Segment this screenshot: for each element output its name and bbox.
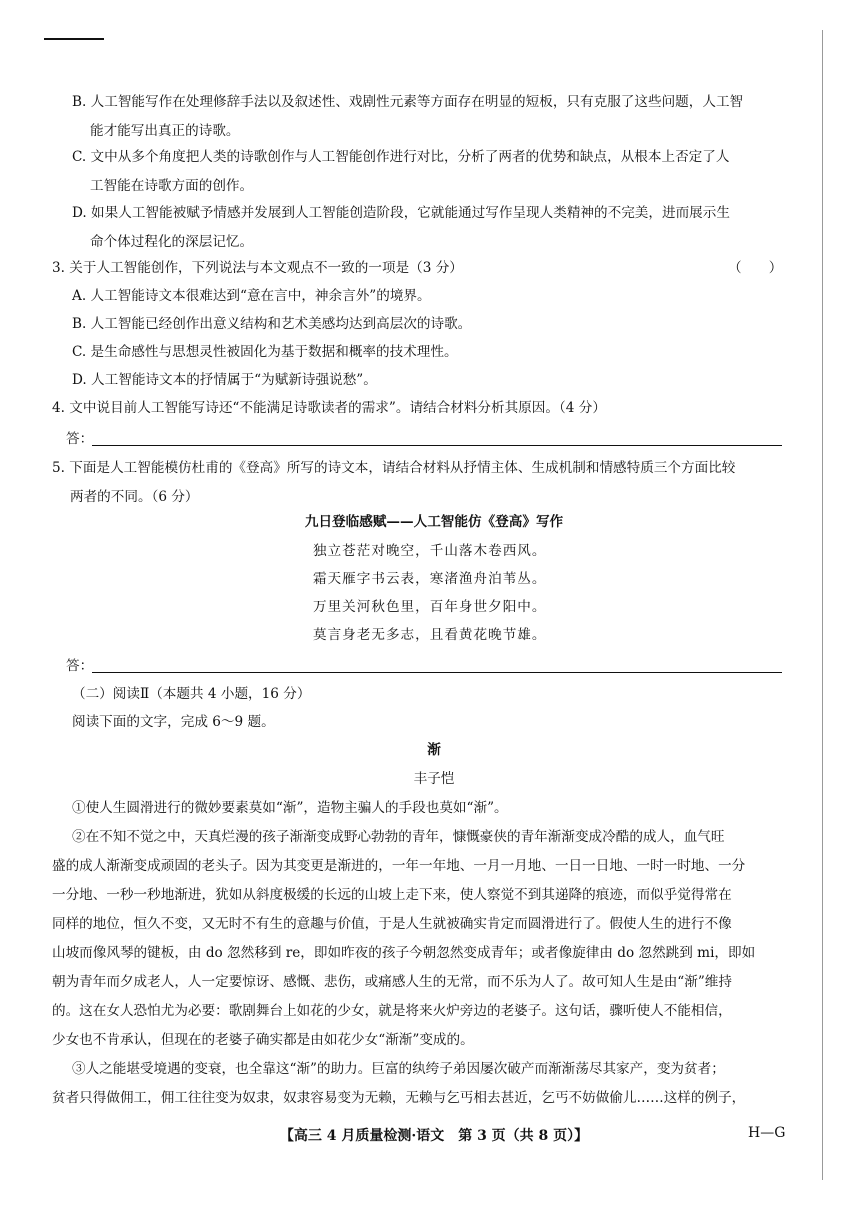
q5-answer-line[interactable] [92,672,782,673]
right-margin-line [822,30,823,1180]
article-title: 渐 [427,742,441,758]
page-footer: 【高三 4 月质量检测·语文 第 3 页（共 8 页）】 [279,1128,589,1144]
q2-option-c-line1: C. 文中从多个角度把人类的诗歌创作与人工智能创作进行对比，分析了两者的优势和缺点，从根本上否定了人 [72,149,730,165]
q3-option-d: D. 人工智能诗文本的抒情属于“为赋新诗强说愁”。 [72,372,377,388]
poem-title: 九日登临感赋——人工智能仿《登高》写作 [304,514,564,530]
q4-answer-label: 答： [66,431,94,447]
poem-line-3: 万里关河秋色里，百年身世夕阳中。 [313,599,547,615]
paragraph-2-line-4: 同样的地位，恒久不变，又无时不有生的意趣与价值，于是人生就被确实肯定而圆滑进行了。假使人生的进行不像 [52,916,732,932]
poem-line-4: 莫言身老无多志，且看黄花晚节雄。 [313,627,547,643]
paragraph-2-line-1: ②在不知不觉之中，天真烂漫的孩子渐渐变成野心勃勃的青年，慷慨豪侠的青年渐渐变成冷酷的成人，血气旺 [72,829,725,845]
q3-stem: 3. 关于人工智能创作，下列说法与本文观点不一致的一项是（3 分） [52,260,463,276]
q2-option-b-line1: B. 人工智能写作在处理修辞手法以及叙述性、戏剧性元素等方面存在明显的短板，只有克服了这些问题，人工智 [72,94,744,110]
paragraph-2-line-5: 山坡而像风琴的键板，由 do 忽然移到 re，即如昨夜的孩子今朝忽然变成青年；或者像旋律由 do 忽然跳到 mi，即如 [52,945,756,961]
paragraph-2-line-3: 一分地、一秒一秒地渐进，犹如从斜度极缓的长远的山坡上走下来，使人察觉不到其递降的痕迹，而似乎觉得常在 [52,887,732,903]
poem-line-1: 独立苍茫对晚空，千山落木卷西风。 [313,543,547,559]
q3-option-a: A. 人工智能诗文本很难达到“意在言中，神余言外”的境界。 [72,288,431,304]
paragraph-1-line-1: ①使人生圆滑进行的微妙要素莫如“渐”，造物主骗人的手段也莫如“渐”。 [72,800,508,816]
paragraph-3-line-2: 贫者只得做佣工，佣工往往变为奴隶，奴隶容易变为无赖，无赖与乞丐相去甚近，乞丐不妨做偷儿……这样的例子， [52,1090,746,1106]
article-author: 丰子恺 [413,771,455,787]
paper-code: H—G [748,1125,786,1141]
poem-line-2: 霜天雁字书云表，寒渚渔舟泊苇丛。 [313,571,547,587]
q3-option-b: B. 人工智能已经创作出意义结构和艺术美感均达到高层次的诗歌。 [72,316,472,332]
q2-option-c-line2: 工智能在诗歌方面的创作。 [90,178,254,194]
paragraph-3-line-1: ③人之能堪受境遇的变衰，也全靠这“渐”的助力。巨富的纨绔子弟因屡次破产而渐渐荡尽其家产，变为贫者； [72,1061,725,1077]
q4-stem: 4. 文中说目前人工智能写诗还“不能满足诗歌读者的需求”。请结合材料分析其原因。（4 分） [52,400,606,416]
q3-answer-bracket: （ ） [728,260,783,276]
top-rule [44,38,104,40]
paragraph-2-line-2: 盛的成人渐渐变成顽固的老头子。因为其变更是渐进的，一年一年地、一月一月地、一日一日地、一时一时地、一分 [52,858,746,874]
q3-option-c: C. 是生命感性与思想灵性被固化为基于数据和概率的技术理性。 [72,344,458,360]
section2-instruction: 阅读下面的文字，完成 6～9 题。 [72,714,275,730]
paragraph-2-line-6: 朝为青年而夕成老人，人一定要惊讶、感慨、悲伤，或痛感人生的无常，而不乐为人了。故可知人生是由“渐”维持 [52,974,732,990]
q2-option-d-line1: D. 如果人工智能被赋予情感并发展到人工智能创造阶段，它就能通过写作呈现人类精神的不完美，进而展示生 [72,205,730,221]
q2-option-b-line2: 能才能写出真正的诗歌。 [90,123,240,139]
q2-option-d-line2: 命个体过程化的深层记忆。 [90,234,254,250]
q4-answer-line[interactable] [92,445,782,446]
q5-stem-line2: 两者的不同。（6 分） [70,489,199,505]
paragraph-2-line-8: 少女也不肯承认，但现在的老婆子确实都是由如花少女“渐渐”变成的。 [52,1032,474,1048]
paragraph-2-line-7: 的。这在女人恐怕尤为必要：歌剧舞台上如花的少女，就是将来火炉旁边的老婆子。这句话，骤听使人不能相信， [52,1003,732,1019]
q5-stem-line1: 5. 下面是人工智能模仿杜甫的《登高》所写的诗文本，请结合材料从抒情主体、生成机制和情感特质三个方面比较 [52,460,736,476]
q5-answer-label: 答： [66,658,94,674]
section2-heading: （二）阅读Ⅱ（本题共 4 小题，16 分） [72,686,311,702]
